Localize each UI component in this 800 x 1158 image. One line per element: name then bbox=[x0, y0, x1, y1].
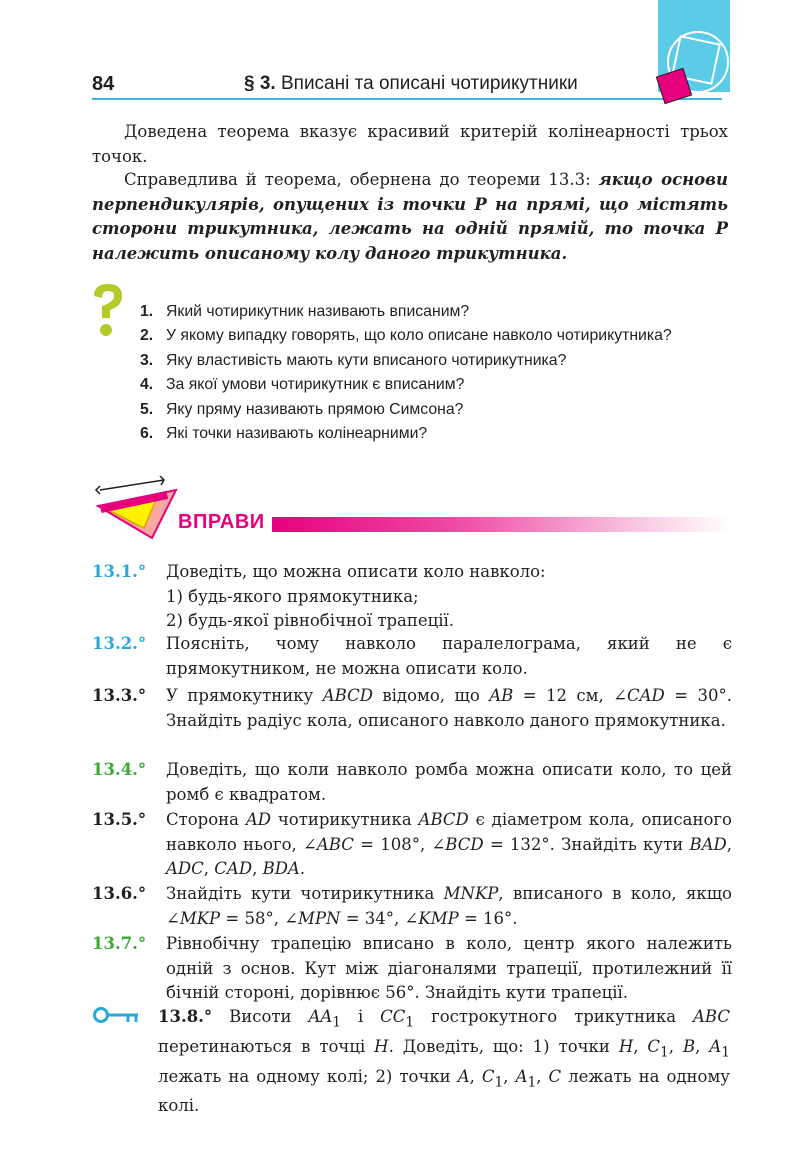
exercise-number: 13.8.° bbox=[158, 1007, 213, 1026]
list-item: 6. Які точки називають колінеарними? bbox=[140, 424, 428, 442]
section-title: § 3. Вписані та описані чотирикутники bbox=[244, 73, 578, 94]
key-icon bbox=[92, 1005, 142, 1025]
exercise-number: 13.6.° bbox=[92, 884, 147, 903]
exercise-13-8: 13.8.° Висоти $AA_1$ і $CC_1$ гострокутного трикутника ABC перетинаються в точці H. Доведіть, що: 1) точки H, $C_1$, B, $A_1$ лежать на одному колі; 2) точки A, $C_1$, $A_1$, C лежать на одному колі. bbox=[158, 1007, 731, 1116]
exercises-heading: ВПРАВИ bbox=[178, 511, 265, 533]
exercise-13-7: 13.7.° Рівнобічну трапецію вписано в коло, центр якого належить одній з основ. Кут між діагоналями трапеції, протилежний її бічній стороні, дорівнює 56°. Знайдіть кути трапеції. bbox=[92, 934, 732, 1002]
list-item: 4. За якої умови чотирикутник є вписаним? bbox=[140, 376, 465, 394]
exercise-number: 13.3.° bbox=[92, 686, 147, 705]
list-item: 3. Яку властивість мають кути вписаного чотирикутника? bbox=[140, 351, 567, 369]
exercise-number: 13.4.° bbox=[92, 760, 147, 779]
exercise-13-4: 13.4.° Доведіть, що коли навколо ромба можна описати коло, то цей ромб є квадратом. bbox=[92, 760, 732, 804]
exercise-13-6: 13.6.° Знайдіть кути чотирикутника MNKP, вписаного в коло, якщо ∠MKP = 58°, ∠MPN = 34°, ∠KMP = 16°. bbox=[92, 884, 732, 928]
list-item: 5. Яку пряму називають прямою Симсона? bbox=[140, 400, 464, 418]
ruler-triangle-icon bbox=[92, 476, 188, 542]
exercise-13-3: 13.3.° У прямокутнику ABCD відомо, що AB = 12 см, ∠CAD = 30°. Знайдіть радіус кола, описаного навколо даного прямокутника. bbox=[92, 686, 732, 730]
exercise-13-5: 13.5.° Сторона AD чотирикутника ABCD є діаметром кола, описаного навколо нього, ∠ABC = 108°, ∠BCD = 132°. Знайдіть кути BAD, ADC, CAD, BDA. bbox=[92, 810, 732, 878]
intro-paragraph-1: Доведена теорема вказує красивий критерій колінеарності трьох точок. bbox=[92, 122, 728, 166]
list-item: 2. У якому випадку говорять, що коло описане навколо чотирикутника? bbox=[140, 327, 672, 345]
exercises-heading-bar bbox=[272, 517, 730, 532]
review-questions-list bbox=[140, 300, 672, 446]
exercise-number: 13.1.° bbox=[92, 562, 147, 581]
exercise-number: 13.7.° bbox=[92, 934, 147, 953]
exercise-13-1: 13.1.° Доведіть, що можна описати коло навколо: 1) будь-якого прямокутника; 2) будь-якої рівнобічної трапеції. bbox=[92, 562, 546, 630]
intro-paragraph-2: Справедлива й теорема, обернена до теореми 13.3: якщо основи перпендикулярів, опущених із точки P на прямі, що містять сторони трикутника, лежать на одній прямій, то точка P належить описаному колу даного трикутника. bbox=[92, 170, 728, 263]
exercise-number: 13.2.° bbox=[92, 634, 147, 653]
corner-decoration-icon bbox=[650, 0, 730, 112]
exercise-number: 13.5.° bbox=[92, 810, 147, 829]
header-rule bbox=[92, 98, 722, 100]
list-item: 1. Який чотирикутник називають вписаним? bbox=[140, 303, 470, 320]
question-mark-icon bbox=[90, 282, 126, 340]
exercise-13-2: 13.2.° Поясніть, чому навколо паралелограма, який не є прямокутником, не можна описати коло. bbox=[92, 634, 732, 678]
page-number: 84 bbox=[92, 73, 115, 95]
